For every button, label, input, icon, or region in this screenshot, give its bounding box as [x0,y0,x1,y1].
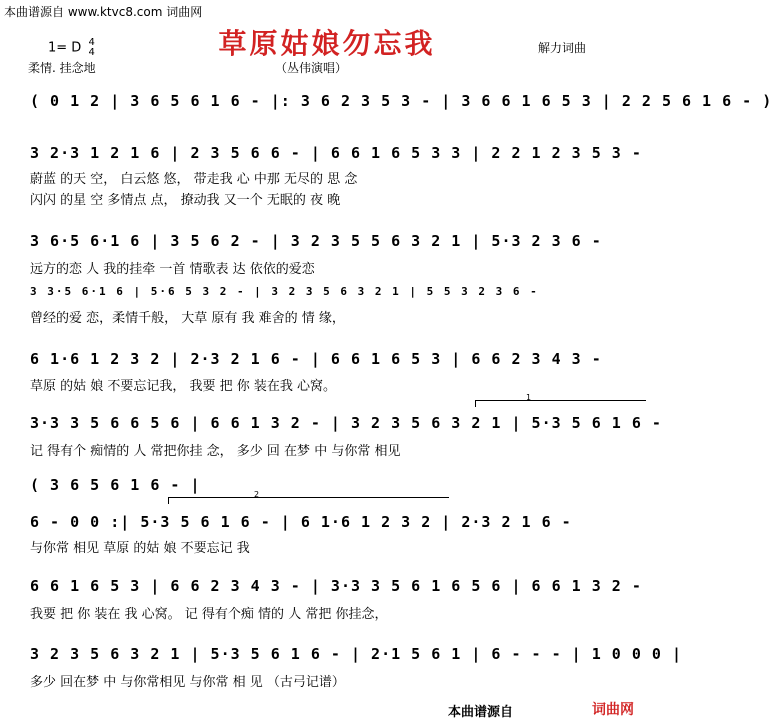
score-line-1: ( 0 1 2 | 3 6 5 6 1 6 - |: 3 6 2 3 5 3 - | 3 6 6 1 6 5 3 | 2 2 5 6 1 6 - ) [30,92,772,110]
footer-brand: 词曲网 [592,702,634,718]
score-line-8: 6 - 0 0 :| 5·3 5 6 1 6 - | 6 1·6 1 2 3 2 | 2·3 2 1 6 - [30,513,572,531]
lyric-line-1b: 闪闪 的星 空 多情点 点， 撩动我 又一个 无眠的 夜 晚 [30,193,341,208]
score-line-6: 3·3 3 5 6 6 5 6 | 6 6 1 3 2 - | 3 2 3 5 6 3 2 1 | 5·3 5 6 1 6 - [30,414,662,432]
score-line-10: 3 2 3 5 6 3 2 1 | 5·3 5 6 1 6 - | 2·1 5 6 1 | 6 - - - | 1 0 0 0 | [30,645,682,663]
style-marking: 柔情. 挂念地 [28,61,96,75]
volta-first-number: 1 [526,393,532,402]
lyric-line-5: 草原 的姑 娘 不要忘记我， 我要 把 你 装在我 心窝。 [30,379,337,394]
score-line-9: 6 6 1 6 5 3 | 6 6 2 3 4 3 - | 3·3 3 5 6 1 6 5 6 | 6 6 1 3 2 - [30,577,642,595]
lyric-line-9: 我要 把 你 装在 我 心窝。 记 得有个痴 情的 人 常把 你挂念， [30,607,388,622]
lyric-line-10: 多少 回在梦 中 与你常相见 与你常 相 见 （古弓记谱） [30,675,345,690]
song-title: 草原姑娘勿忘我 [218,27,436,60]
lyric-line-1a: 蔚蓝 的天 空， 白云悠 悠， 带走我 心 中那 无尽的 思 念 [30,172,358,187]
volta-first-bracket [475,400,646,407]
site-watermark: 本曲谱源自 www.ktvc8.com 词曲网 [4,5,203,19]
lyric-line-6: 记 得有个 痴情的 人 常把你挂 念， 多少 回 在梦 中 与你常 相见 [30,444,401,459]
key-label: 1= D [48,40,82,56]
author: 解力词曲 [538,41,587,55]
lyric-line-4: 曾经的爱 恋，柔情千般， 大草 原有 我 难舍的 情 缘， [30,311,345,326]
score-line-5: 6 1·6 1 2 3 2 | 2·3 2 1 6 - | 6 6 1 6 5 3 | 6 6 2 3 4 3 - [30,350,602,368]
score-line-2: 3 2·3 1 2 1 6 | 2 3 5 6 6 - | 6 6 1 6 5 3 3 | 2 2 1 2 3 5 3 - [30,144,642,162]
lyric-line-8: 与你常 相见 草原 的姑 娘 不要忘记 我 [30,541,250,556]
score-line-4: 3 3·5 6·1 6 | 5·6 5 3 2 - | 3 2 3 5 6 3 2 1 | 5 5 3 2 3 6 - [30,285,539,298]
time-top: 4 [88,37,95,48]
singer: （丛伟演唱） [275,61,348,75]
volta-second-number: 2 [254,490,260,499]
key-signature [48,38,95,58]
score-line-7: ( 3 6 5 6 1 6 - | [30,476,201,494]
lyric-line-3: 远方的恋 人 我的挂牵 一首 情歌表 达 依依的爱恋 [30,262,315,277]
time-signature [88,38,94,58]
footer-source: 本曲谱源自 [448,705,514,720]
time-bottom: 4 [88,47,95,58]
score-line-3: 3 6·5 6·1 6 | 3 5 6 2 - | 3 2 3 5 5 6 3 2 1 | 5·3 2 3 6 - [30,232,602,250]
volta-second-bracket [168,497,449,504]
